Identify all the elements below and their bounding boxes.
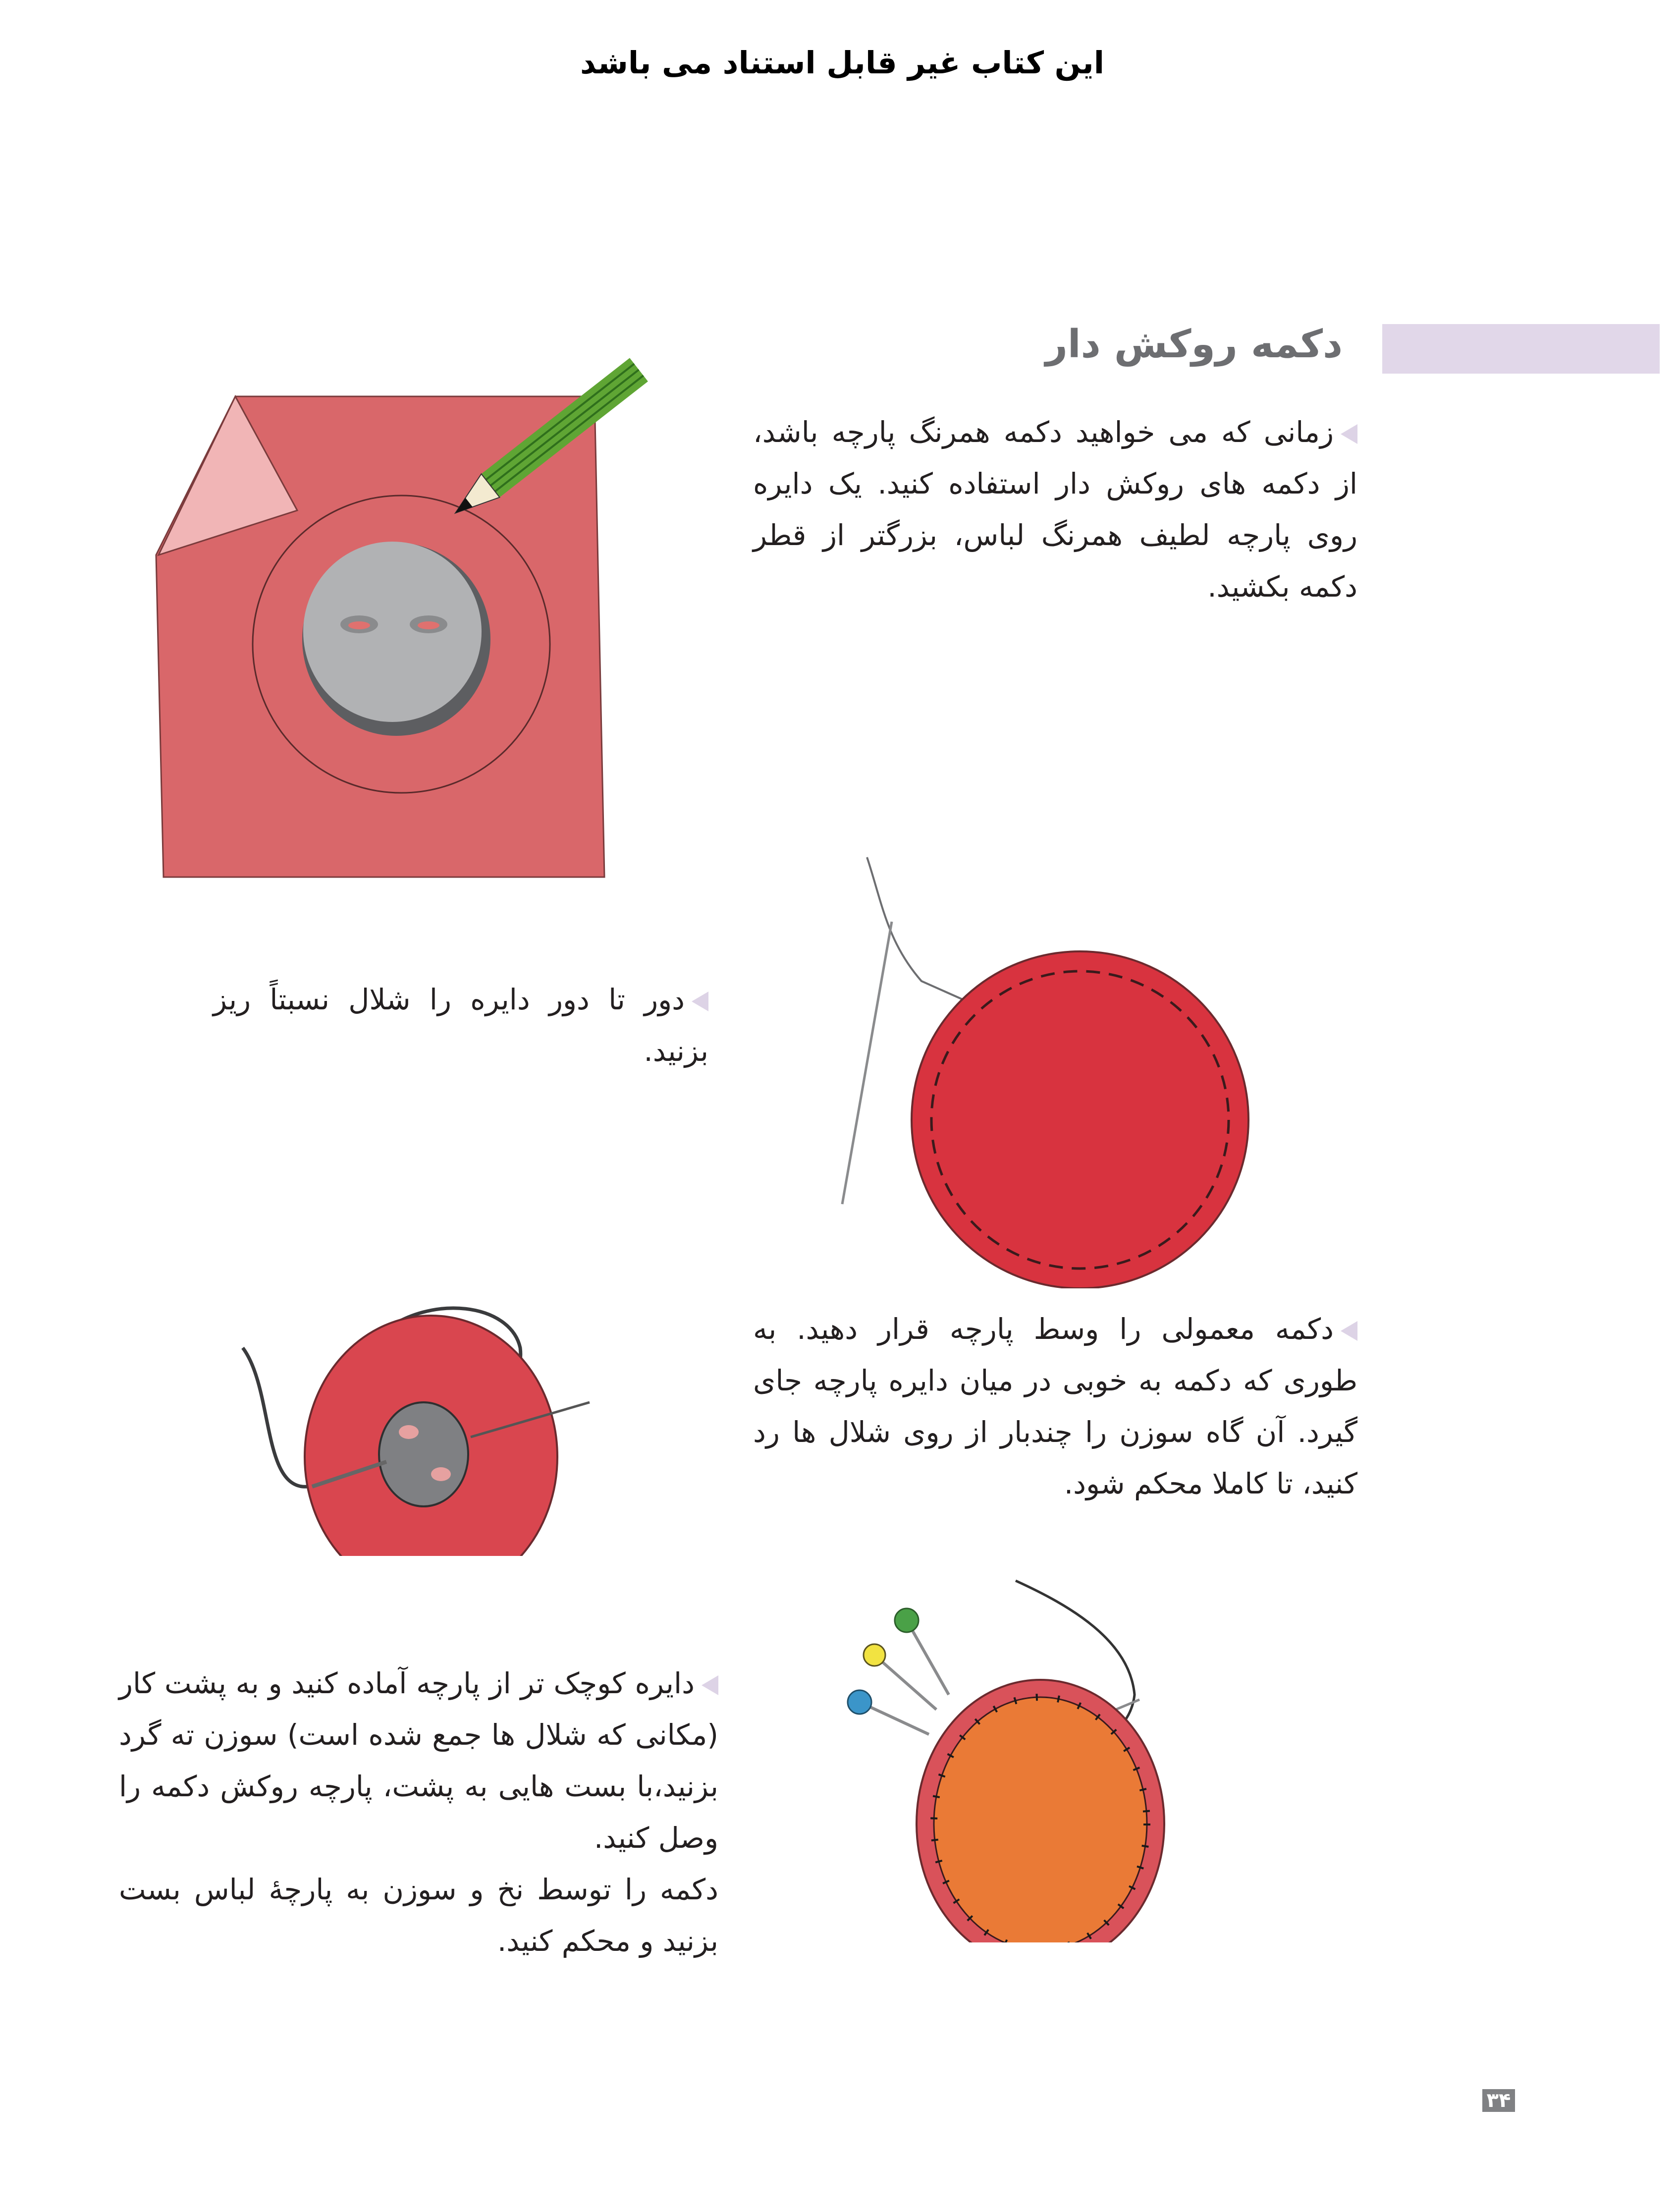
- step-3-text: دکمه معمولی را وسط پارچه قرار دهید. به طوری که دکمه به خوبی در میان دایره پارچه جای گیرد. آن گاه سوزن را چندبار از روی شلال ها رد کنید، تا کاملا محکم شود.: [753, 1312, 1357, 1500]
- gathered-circle-needle-icon: [832, 842, 1288, 1288]
- page-number: ۳۴: [1482, 2089, 1515, 2112]
- bullet-arrow-icon: [1341, 424, 1357, 444]
- step-1-text: زمانی که می خواهید دکمه همرنگ پارچه باشد، از دکمه های روکش دار استفاده کنید. یک دایره روی پارچه لطیف همرنگ لباس، بزرگتر از قطر دکمه بکشید.: [753, 415, 1357, 604]
- bullet-arrow-icon: [1341, 1321, 1357, 1341]
- step-2-text-block: [213, 974, 708, 1077]
- step-1-text-block: [753, 406, 1357, 612]
- section-color-bar: [1382, 324, 1660, 374]
- backing-pinned-icon: [832, 1566, 1268, 1942]
- bullet-arrow-icon: [702, 1675, 718, 1695]
- section-title: دکمه روکش دار: [1045, 322, 1343, 367]
- step-4-text-continued: دکمه را توسط نخ و سوزن به پارچهٔ لباس بست بزنید و محکم کنید.: [119, 1873, 718, 1958]
- step-4-text: دایره کوچک تر از پارچه آماده کنید و به پشت کار (مکانی که شلال ها جمع شده است) سوزن ته گرد بزنید،با بست هایی به پشت، پارچه روکش دکمه را وصل کنید.: [119, 1666, 718, 1855]
- fabric-button-pencil-icon: [149, 322, 694, 887]
- bullet-arrow-icon: [692, 992, 708, 1011]
- step-3-text-block: [753, 1303, 1357, 1509]
- header-disclaimer: این کتاب غیر قابل استناد می باشد: [580, 45, 1104, 81]
- button-in-fabric-icon: [233, 1273, 609, 1556]
- step-2-text: دور تا دور دایره را شلال نسبتاً ریز بزنید.: [213, 983, 708, 1068]
- illustration-button-in-fabric: [233, 1273, 609, 1556]
- step-4-text-block: [119, 1658, 718, 1967]
- illustration-fabric-button-pencil: [149, 322, 694, 887]
- illustration-backing-pinned: [832, 1566, 1268, 1942]
- illustration-gathered-circle-needle: [832, 842, 1288, 1288]
